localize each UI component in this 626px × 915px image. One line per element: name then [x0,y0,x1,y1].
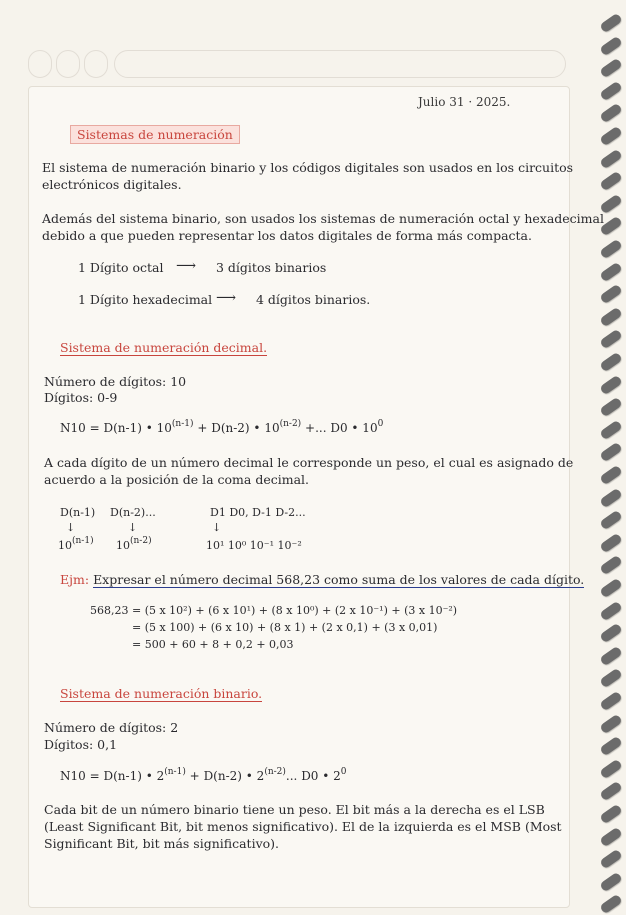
example-statement [60,572,584,588]
spiral-ring [599,103,623,124]
down-arrow-icon: ↓ [212,521,236,534]
spiral-ring [599,623,623,644]
decimal-heading [60,340,267,356]
decimal-digits: Dígitos: 0-9 [44,390,118,405]
header-box-small [84,50,108,78]
decimal-text-1: A cada dígito de un número decimal le corresponde un peso, el cual es asignado de [44,455,574,470]
example-line-3: = 500 + 60 + 8 + 0,2 + 0,03 [132,638,294,651]
spiral-ring [599,487,623,508]
weight-digit-2: D(n-2)... [110,506,156,519]
example-label: Ejm: [60,572,90,587]
para2-line-1: Además del sistema binario, son usados los sistemas de numeración octal y hexadecimal [42,211,604,226]
binary-heading [60,686,262,702]
weight-exp-2: (n-2) [130,536,152,546]
intro-line-2: electrónicos digitales. [42,177,182,192]
down-arrow-icon: ↓ [66,521,76,534]
weight-exp-1: (n-1) [72,536,94,546]
spiral-ring [599,80,623,101]
spiral-ring [599,736,623,757]
spiral-ring [599,35,623,56]
formula-term-3: D0 • 10 [330,421,378,435]
spiral-ring [599,397,623,418]
spiral-ring [599,329,623,350]
spiral-ring [599,148,623,169]
spiral-binding [590,0,626,914]
formula-term-2: D(n-2) • 10 [211,421,280,435]
header-box-small [56,50,80,78]
weight-base-2: 10 [116,539,130,552]
spiral-ring [599,58,623,79]
spiral-ring [599,555,623,576]
title-highlight: Sistemas de numeración [70,125,240,144]
equiv-hex-right: 4 dígitos binarios. [256,292,371,307]
arrow-icon: ⟶ [176,258,197,274]
weight-power-1 [58,538,94,555]
spiral-ring [599,261,623,282]
decimal-num-digits: Número de dígitos: 10 [44,374,187,389]
formula-term-3: D0 • 2 [301,769,341,783]
spiral-ring [599,600,623,621]
binary-digits: Dígitos: 0,1 [44,737,118,752]
arrow-icon: ⟶ [216,290,237,306]
formula-term-2: D(n-2) • 2 [203,769,265,783]
spiral-ring [599,442,623,463]
formula-exp-2: (n-2) [264,767,286,777]
formula-plus: + [189,769,200,783]
spiral-ring [599,645,623,666]
binary-text-3: Significant Bit, bit más significativo). [44,836,280,851]
formula-term-1: D(n-1) • 10 [103,421,172,435]
formula-dots: ... [285,769,298,783]
formula-exp-1: (n-1) [171,419,194,429]
equiv-hex-left: 1 Dígito hexadecimal [78,292,213,307]
n10-label: N10 [60,421,86,435]
header-box-wide [114,50,566,78]
binary-text-2: (Least Significant Bit, bit menos significativo). El de la izquierda es el MSB (Most [44,819,562,834]
formula-exp-3: 0 [377,419,384,429]
spiral-ring [599,374,623,395]
weight-power-2 [116,538,152,555]
equiv-octal-left: 1 Dígito octal [78,260,164,275]
para2-line-2: debido a que pueden representar los datos digitales de forma más compacta. [42,228,532,243]
formula-plus: +... [305,421,327,435]
spiral-ring [599,510,623,531]
spiral-ring [599,239,623,260]
spiral-ring [599,781,623,802]
decimal-text-2: acuerdo a la posición de la coma decimal. [44,472,309,487]
binary-num-digits: Número de dígitos: 2 [44,720,179,735]
weight-digit-3: D1 D0, D-1 D-2... [210,506,306,519]
spiral-ring [599,171,623,192]
decimal-heading-text: Sistema de numeración decimal. [60,340,268,355]
formula-exp-1: (n-1) [164,767,186,777]
spiral-ring [599,826,623,847]
page-title [70,127,240,143]
spiral-ring [599,126,623,147]
spiral-ring [599,419,623,440]
equiv-octal-right: 3 dígitos binarios [216,260,327,275]
example-line-1: 568,23 = (5 x 10²) + (6 x 10¹) + (8 x 10⁰) + (2 x 10⁻¹) + (3 x 10⁻²) [90,604,458,617]
formula-exp-3: 0 [340,767,347,777]
spiral-ring [599,578,623,599]
formula-plus: + [197,421,208,435]
formula-eq: = [89,421,100,435]
formula-exp-2: (n-2) [279,419,302,429]
spiral-ring [599,352,623,373]
formula-term-1: D(n-1) • 2 [103,769,165,783]
notebook-header [28,48,568,80]
spiral-ring [599,465,623,486]
spiral-ring [599,668,623,689]
spiral-ring [599,758,623,779]
weight-digit-1: D(n-1) [60,506,96,519]
example-line-2: = (5 x 100) + (6 x 10) + (8 x 1) + (2 x 0,1) + (3 x 0,01) [132,621,438,634]
date: Julio 31 · 2025. [418,95,511,109]
spiral-ring [599,849,623,870]
spiral-ring [599,306,623,327]
spiral-ring [599,871,623,892]
weight-powers-3: 10¹ 10⁰ 10⁻¹ 10⁻² [206,539,302,552]
formula-eq: = [89,769,100,783]
n10-label: N10 [60,769,86,783]
binary-text-1: Cada bit de un número binario tiene un peso. El bit más a la derecha es el LSB [44,802,545,817]
binary-formula [60,768,347,786]
spiral-ring [599,284,623,305]
spiral-ring [599,691,623,712]
down-arrow-icon: ↓ [128,521,138,534]
spiral-ring [599,804,623,825]
spiral-ring [599,713,623,734]
weight-base-1: 10 [58,539,72,552]
decimal-formula [60,420,383,438]
spiral-ring [599,13,623,34]
example-text: Expresar el número decimal 568,23 como suma de los valores de cada dígito. [93,572,585,587]
header-box-small [28,50,52,78]
spiral-ring [599,532,623,553]
intro-line-1: El sistema de numeración binario y los códigos digitales son usados en los circuitos [42,160,574,175]
spiral-ring [599,894,623,915]
binary-heading-text: Sistema de numeración binario. [60,686,263,701]
